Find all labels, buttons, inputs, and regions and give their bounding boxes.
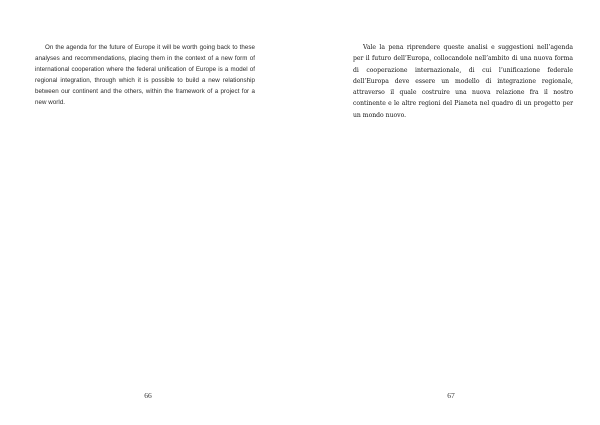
english-paragraph: On the agenda for the future of Europe it will be worth going back to these analyses and recommendations, placing them in the context of a new form of international cooperation where the federal unification of Europe is a model of regional integration, through which it is possible to build a new relationship between our continent and the others, within the framework of a project for a new world. — [35, 44, 255, 106]
italian-paragraph: Vale la pena riprendere queste analisi e suggestioni nell’agenda per il futuro dell’Europa, collocandole nell’ambito di una nuova forma di cooperazione internazionale, di cui l’unificazione federale dell’Europa deve essere un modello di integrazione regionale, attraverso il quale costruire una nuova relazione fra il nostro continente e le altre regioni del Pianeta nel quadro di un progetto per un mondo nuovo. — [353, 44, 573, 119]
right-page-number: 67 — [447, 391, 455, 400]
right-page — [300, 0, 600, 425]
left-page-number: 66 — [144, 391, 152, 400]
